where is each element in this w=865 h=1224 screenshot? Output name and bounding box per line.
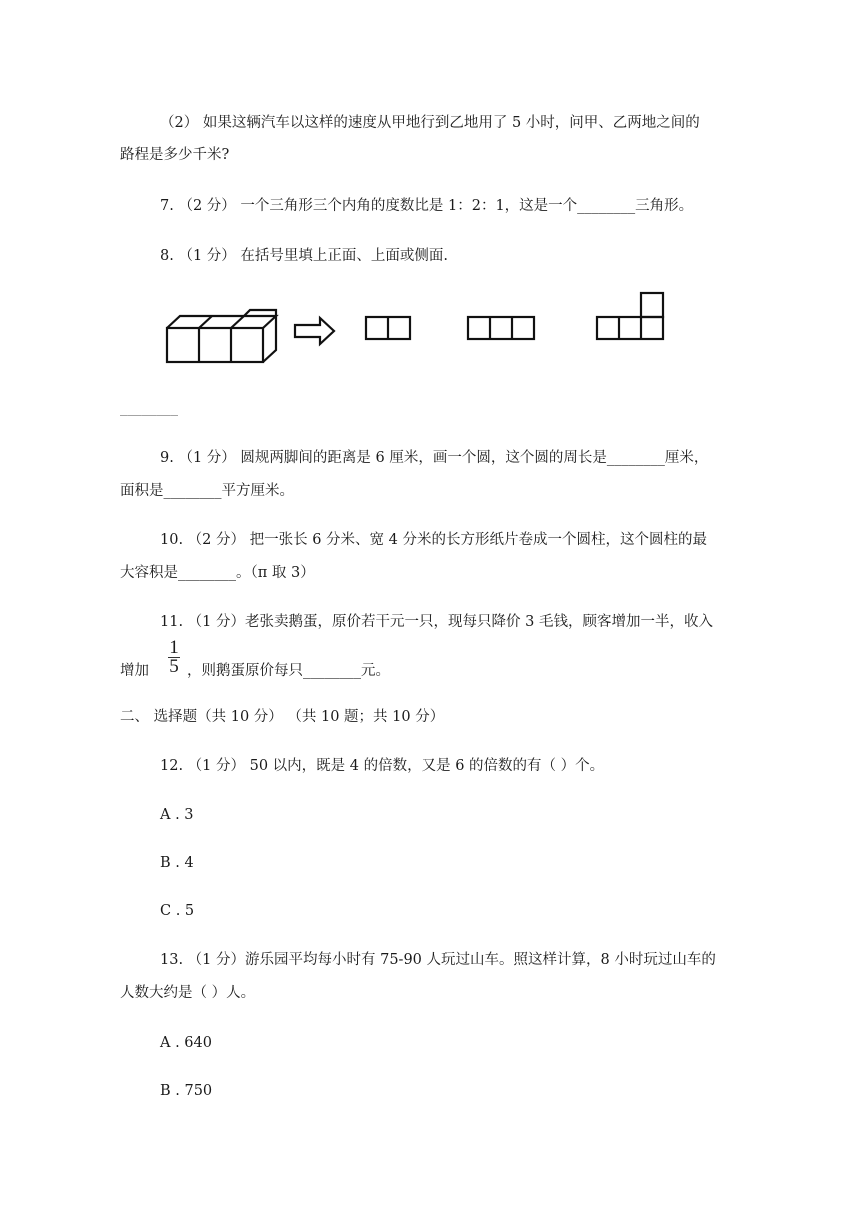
q13-option-a: A . 640 <box>160 1035 212 1051</box>
view-l-shape <box>597 317 663 339</box>
cube-top-faces <box>167 316 276 328</box>
fraction-numerator: 1 <box>169 637 179 658</box>
fraction-denominator: 5 <box>169 656 179 677</box>
q13-line2: 人数大约是（ ）人。 <box>120 985 256 1001</box>
q6-part2-line2: 路程是多少千米? <box>120 147 230 163</box>
q12-option-b: B . 4 <box>160 855 194 871</box>
cube-views-figure <box>0 290 865 370</box>
q6-part2-line1: （2） 如果这辆汽车以这样的速度从甲地行到乙地用了 5 小时，问甲、乙两地之间的 <box>160 115 700 131</box>
section-2-title: 二、 选择题（共 10 分） （共 10 题；共 10 分） <box>120 709 445 725</box>
q12-option-c: C . 5 <box>160 903 195 919</box>
q10-line1: 10. （2 分） 把一张长 6 分米、宽 4 分米的长方形纸片卷成一个圆柱，这个圆柱的最 <box>160 532 707 548</box>
view-three-squares <box>468 317 534 339</box>
q10-line2: 大容积是________。（π 取 3） <box>120 565 315 581</box>
q11-fraction <box>166 637 182 677</box>
arrow-icon <box>295 318 334 344</box>
question-8: 8. （1 分） 在括号里填上正面、上面或侧面. <box>160 248 448 264</box>
q11-line2-prefix: 增加 <box>120 663 149 679</box>
q13-option-b: B . 750 <box>160 1083 213 1099</box>
question-7: 7. （2 分） 一个三角形三个内角的度数比是 1：2：1，这是一个________三角形。 <box>160 198 694 214</box>
q12-option-a: A . 3 <box>160 807 194 823</box>
q9-line2: 面积是________平方厘米。 <box>120 483 294 499</box>
q11-line1: 11. （1 分）老张卖鹅蛋，原价若干元一只，现每只降价 3 毛钱，顾客增加一半，收入 <box>160 614 713 630</box>
q9-line1: 9. （1 分） 圆规两脚间的距离是 6 厘米，画一个圆，这个圆的周长是________厘米， <box>160 450 709 466</box>
q13-line1: 13. （1 分）游乐园平均每小时有 75-90 人玩过山车。照这样计算，8 小时玩过山车的 <box>160 952 716 968</box>
q8-answer-blank: ________ <box>120 400 178 416</box>
question-12: 12. （1 分） 50 以内，既是 4 的倍数，又是 6 的倍数的有（ ）个。 <box>160 758 605 774</box>
cube-front-faces <box>167 328 263 362</box>
q11-line2-suffix: ，则鹅蛋原价每只________元。 <box>187 663 390 679</box>
